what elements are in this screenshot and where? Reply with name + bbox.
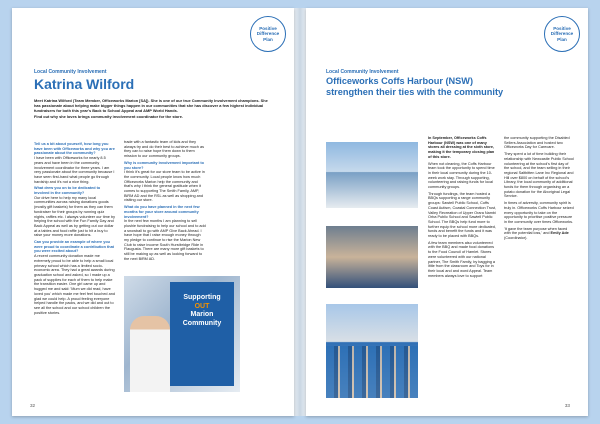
signature-name: Emily Ade bbox=[550, 231, 569, 236]
closing-paragraph bbox=[504, 227, 574, 241]
paragraph: the community supporting the Disabled Sellers Association and hosted two Officeworks Day for Carecare. bbox=[504, 136, 570, 150]
page-number: 33 bbox=[564, 403, 570, 408]
paragraph: Through fundings, the team hosted a BBQs supporting a range community groups: Sawtell Public School, Coffs Coast Autism, Coastal Connection Trust, Valley Recreation of Upper Orara Nambi Orba Public School and Sawtell Public School. The BBQs help fund more to further equip the school more dedicated, funds and benefit the funds and it was ready to be placed with BBQs. bbox=[428, 191, 497, 239]
intro-text bbox=[34, 98, 274, 119]
banner-line-2: OUT bbox=[194, 302, 210, 310]
person-figure bbox=[130, 316, 170, 392]
paragraph: In times of adversity, community spirit is truly in. Officeworks Coffs Harbour seized every opportunity to take on the opportunity to prioritise positive pressure in the community over times Officeworks. bbox=[504, 201, 574, 224]
question: Why is community involvement important to you store? bbox=[124, 160, 204, 170]
team-bbq-photo bbox=[326, 226, 418, 288]
answer: trade with a fantastic team of kids and they always try and do their best to achieve much as they can to raise hope them down to them mission to our community groups. bbox=[124, 140, 204, 159]
question: Can you provide an example of where you were proud to coordinate a contribution that you were excited about? bbox=[34, 240, 114, 254]
katrina-photo bbox=[124, 276, 240, 392]
answer: I think it's great for our store team to be active in the community. Local people know how much Officeworks Marion help the community and that's why I think the general gratitude when it comes to supporting The Smith Family, AMP, BiRM AD and the RSL as well as shopping and visiting our store. bbox=[124, 170, 205, 203]
banner-line-4: Community bbox=[182, 319, 222, 327]
page-title: Katrina Wilford bbox=[34, 76, 135, 92]
section-kicker: Local Community Involvement bbox=[34, 69, 107, 75]
lead-paragraph: In September, Officeworks Coffs Harbour (NSW) was one of many stores all dressing at the sixth store, making it the temporary closing plan of this store. bbox=[428, 136, 495, 159]
banner-line-3: Marion bbox=[190, 311, 214, 318]
signature-role: (Coordinator). bbox=[504, 236, 528, 241]
paragraph: When not cleaning, the Coffs Harbour team took the opportunity to spend time in their local community during the 10-week work stay. Through supporting, volunteering and raising funds for local community groups. bbox=[428, 161, 495, 190]
banner-line-1: Supporting bbox=[183, 294, 221, 301]
page-title bbox=[326, 76, 576, 97]
positive-difference-plan-badge bbox=[544, 16, 580, 52]
left-column-1 bbox=[34, 140, 116, 315]
badge-line-1: Positive bbox=[259, 26, 277, 32]
title-line-1: Officeworks Coffs Harbour (NSW) bbox=[326, 76, 474, 86]
supporting-marion-banner bbox=[170, 282, 234, 386]
title-line-2: strengthen their ties with the community bbox=[326, 86, 504, 97]
answer: Our drive here to help my many local communities across raising donations goods (mostly gift baskets) for them as they can them fundraiser for their groups by running quiz nights, raffles etc. I always volunteer our time by helping the school with the Fun Family Day and Back Appeal as well as by getting out our dollar at a tables and food raffle just to hit a buy to raise your money more donations. bbox=[34, 195, 115, 238]
left-column-2 bbox=[124, 140, 206, 262]
school-group-photo bbox=[326, 304, 418, 398]
badge-line-3: Plan bbox=[557, 36, 567, 42]
answer: A recent community donation made me extremely proud to be able to help a small local primary school which has a limited socio-economic area. They had a great awards during graduation school and asked, so I made up a pack of supplies for each of them to help make the transition easier. One girl came up and hugged me and said: 'Mum we did read, have loved you' which made me feel feel touched and glad we could help. A proud feeling everyone helped handle the packs, and we did and out to see all the school and our school children the positive stories. bbox=[34, 254, 115, 315]
section-kicker: Local Community Involvement bbox=[326, 69, 399, 75]
right-column-1 bbox=[428, 136, 498, 278]
paragraph: A few team members also volunteered with the BBQ and made food donations to the Food Council of Hamlet. Stores were volunteered with our national partner, The Smith Family, by bagging a little from the classroom and Toys for in their local and and word Appeal. Team members always love to support bbox=[428, 240, 495, 278]
question: What do you have planned in the next few months for your store around community involvement? bbox=[124, 205, 200, 219]
badge-line-2: Difference bbox=[256, 31, 280, 37]
answer: In the next few months I am planning to sell plushie fundraising to help our school and to add a snowball to go with AMP Give Back Ahead. I have hope that I raise enough money through my pledge to continue to rise the Marion New Club to raise income South Hurstbridge Ride in Flaugusta. There are many more gift baskets to still be making up as well as looking forward to the next BiRM AD. bbox=[124, 219, 206, 261]
positive-difference-plan-badge bbox=[250, 16, 286, 52]
intro-paragraph-2: Find out why she loves brings community involvement coordinator for the store. bbox=[34, 114, 183, 119]
question: Tell us a bit about yourself, how long you have been with Officeworks and why you are passionate about the community? bbox=[34, 142, 115, 156]
page-number: 32 bbox=[30, 403, 36, 408]
group-people bbox=[326, 346, 418, 398]
badge-line-3: Plan bbox=[263, 36, 273, 42]
closing-quote: 'It gave the team purpose when faced with the potential loss,' and bbox=[504, 226, 568, 236]
left-page bbox=[12, 8, 294, 416]
answer: I have been with Officeworks for nearly 8.5 years and have been in the community involvement coordinator for three years. I am very passionate about the community because I have seen first-hand what people go through hardship and it's not a nice thing. bbox=[34, 156, 115, 184]
bbq-stand-photo bbox=[326, 142, 418, 208]
badge-line-2: Difference bbox=[550, 31, 574, 37]
question: What drew you on to be dedicated to involved in the community? bbox=[34, 186, 101, 196]
book-spine bbox=[294, 8, 306, 416]
paragraph: They spent a lot of time building their relationship with Newcastle Public School volunteering at the school's first day of the school, and the team selling in their regional Saltbitten Lane Inc Regional and Hill over $800 on behalf of the school's Library, the local community of additional funds for them through organising an a potato donation for the Aboriginal Legal Service. bbox=[504, 152, 574, 199]
right-page bbox=[306, 8, 588, 416]
badge-line-1: Positive bbox=[553, 26, 571, 32]
intro-paragraph: Meet Katrina Wilford (Team Member, Officeworks Marion [SA]). She is one of our true Community Involvement champions. She has passionate about helping make bigger things happen in our communities that she has discover a few highest individual fundraisers for both this year's Back to School Appeal and AMP World Hands. bbox=[34, 98, 268, 113]
right-column-2 bbox=[504, 136, 574, 241]
